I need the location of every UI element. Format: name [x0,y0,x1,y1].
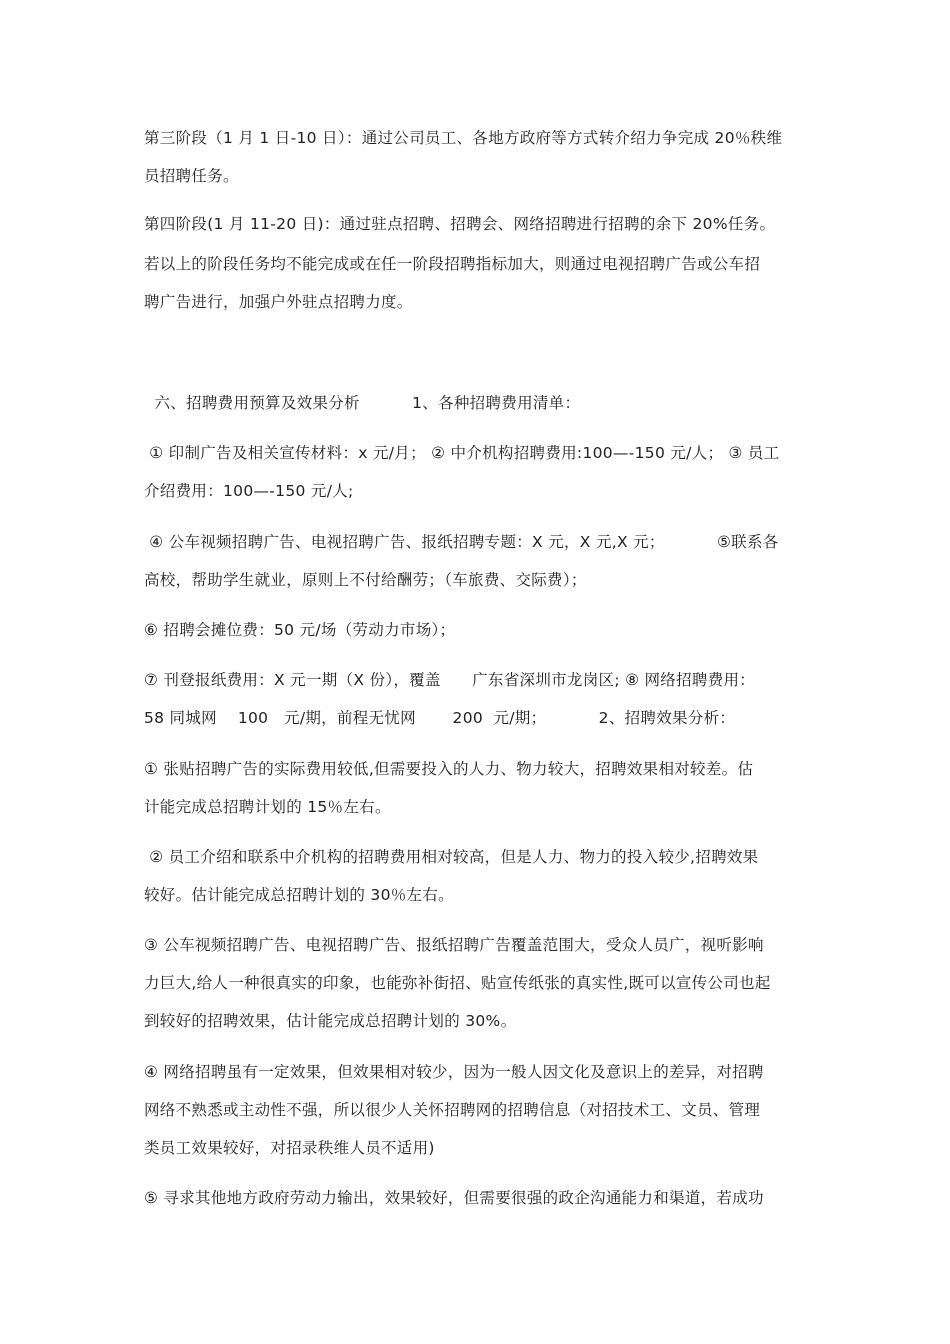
text-line: 员招聘任务。 [144,167,239,185]
text-line: ② 员工介绍和联系中介机构的招聘费用相对较高，但是人力、物力的投入较少,招聘效果 [144,848,759,866]
text-line: 网络不熟悉或主动性不强，所以很少人关怀招聘网的招聘信息（对招技术工、文员、管理 [144,1101,761,1119]
text-line: 若以上的阶段任务均不能完成或在任一阶段招聘指标加大，则通过电视招聘广告或公车招 [144,255,761,273]
text-line: 聘广告进行，加强户外驻点招聘力度。 [144,293,413,311]
section-heading: 六、招聘费用预算及效果分析 1、各种招聘费用清单： [144,394,581,412]
text-line: 58 同城网 100 元/期，前程无忧网 200 元/期； 2、招聘效果分析： [144,709,736,727]
text-line: 第三阶段（1 月 1 日-10 日）：通过公司员工、各地方政府等方式转介绍力争完成 20％秩维 [144,129,783,147]
text-line: ① 张贴招聘广告的实际费用较低,但需要投入的人力、物力较大，招聘效果相对较差。估 [144,760,754,778]
text-line: ④ 公车视频招聘广告、电视招聘广告、报纸招聘专题：X 元，X 元,X 元； ⑤联系各 [144,533,779,551]
text-line: ⑥ 招聘会摊位费：50 元/场（劳动力市场）； [144,621,456,639]
text-line: ⑤ 寻求其他地方政府劳动力输出，效果较好，但需要很强的政企沟通能力和渠道，若成功 [144,1189,764,1207]
text-line: 第四阶段(1 月 11-20 日)：通过驻点招聘、招聘会、网络招聘进行招聘的余下 20%任务。 [144,215,776,233]
text-line: ③ 公车视频招聘广告、电视招聘广告、报纸招聘广告覆盖范围大，受众人员广，视听影响 [144,936,764,954]
text-line: 介绍费用：100—-150 元/人; [144,482,354,500]
text-line: ⑦ 刊登报纸费用：X 元一期（X 份），覆盖 广东省深圳市龙岗区; ⑧ 网络招聘费用： [144,671,756,689]
text-line: 计能完成总招聘计划的 15％左右。 [144,798,391,816]
text-line: 到较好的招聘效果，估计能完成总招聘计划的 30%。 [144,1012,517,1030]
text-line: 高校，帮助学生就业，原则上不付给酬劳；（车旅费、交际费）； [144,571,587,589]
text-line: 力巨大,给人一种很真实的印象，也能弥补街招、贴宣传纸张的真实性,既可以宣传公司也起 [144,974,771,992]
text-line: 类员工效果较好，对招录秩维人员不适用) [144,1139,435,1157]
text-line: ① 印制广告及相关宣传材料：x 元/月； ② 中介机构招聘费用:100—-150 元/人； ③ 员工 [144,444,780,462]
text-line: ④ 网络招聘虽有一定效果，但效果相对较少，因为一般人因文化及意识上的差异，对招聘 [144,1063,764,1081]
text-line: 较好。估计能完成总招聘计划的 30％左右。 [144,886,454,904]
